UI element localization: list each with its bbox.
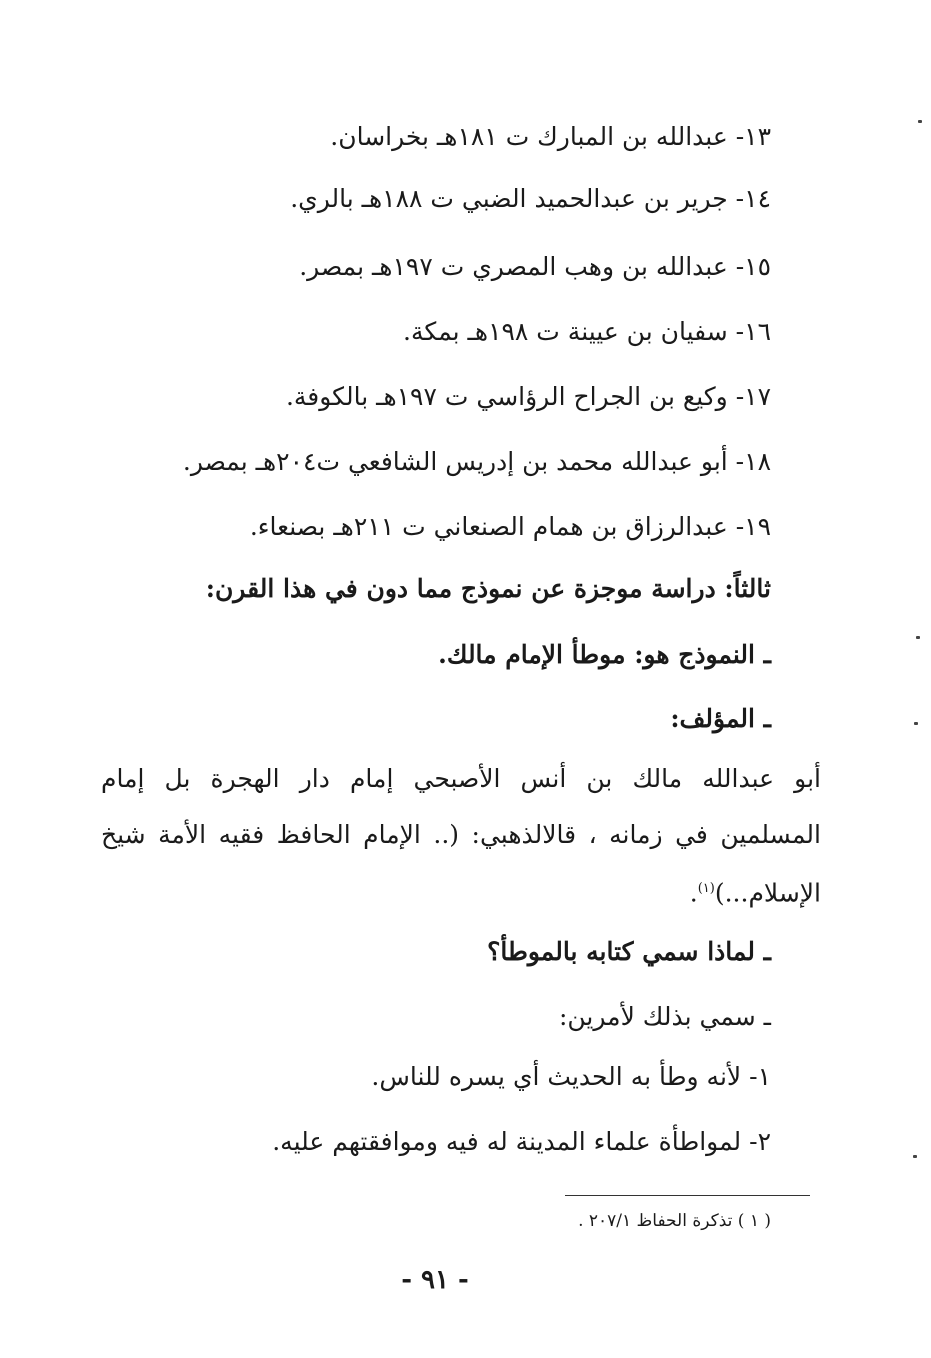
named-line: ـ سمي بذلك لأمرين: bbox=[558, 1002, 771, 1031]
list-item: ١٧- وكيع بن الجراح الرؤاسي ت ١٩٧هـ بالكوفة. bbox=[285, 382, 771, 411]
section-heading: ثالثاً: دراسة موجزة عن نموذج مما دون في هذا القرن: bbox=[205, 574, 771, 603]
model-line: ـ النموذج هو: موطأ الإمام مالك. bbox=[438, 640, 771, 669]
scan-speck bbox=[914, 722, 918, 725]
page-number: - ٩١ - bbox=[401, 1265, 469, 1295]
scan-speck bbox=[918, 120, 922, 123]
author-paragraph-line-3 bbox=[690, 872, 821, 910]
author-paragraph-line-1: أبو عبدالله مالك بن أنس الأصبحي إمام دار الهجرة بل إمام bbox=[101, 764, 821, 793]
author-paragraph-line-3-end: . bbox=[689, 878, 698, 908]
list-item: ١٩- عبدالرزاق بن همام الصنعاني ت ٢١١هـ بصنعاء. bbox=[249, 512, 771, 541]
why-heading: ـ لماذا سمي كتابه بالموطأ؟ bbox=[487, 937, 771, 966]
reason-item: ١- لأنه وطأ به الحديث أي يسره للناس. bbox=[371, 1062, 771, 1091]
scan-speck bbox=[916, 636, 920, 639]
author-paragraph-line-2: المسلمين في زمانه ، قالالذهبي: (.. الإمام الحافظ فقيه الأمة شيخ bbox=[101, 820, 821, 849]
author-paragraph-line-3-text: الإسلام...) bbox=[714, 878, 821, 908]
list-item: ١٥- عبدالله بن وهب المصري ت ١٩٧هـ بمصر. bbox=[299, 252, 771, 281]
scan-speck bbox=[913, 1155, 917, 1158]
footnote: ( ١ ) تذكرة الحفاظ ٢٠٧/١ . bbox=[578, 1211, 771, 1231]
list-item: ١٨- أبو عبدالله محمد بن إدريس الشافعي ت٢٠٤هـ بمصر. bbox=[182, 447, 771, 476]
list-item: ١٦- سفيان بن عيينة ت ١٩٨هـ بمكة. bbox=[403, 317, 771, 346]
footnote-reference: (١) bbox=[697, 881, 715, 896]
footnote-separator bbox=[565, 1195, 810, 1196]
list-item: ١٤- جرير بن عبدالحميد الضبي ت ١٨٨هـ بالري. bbox=[290, 184, 771, 213]
author-heading: ـ المؤلف: bbox=[670, 704, 771, 733]
list-item: ١٣- عبدالله بن المبارك ت ١٨١هـ بخراسان. bbox=[330, 122, 771, 151]
reason-item: ٢- لمواطأة علماء المدينة له فيه وموافقتهم عليه. bbox=[272, 1127, 771, 1156]
